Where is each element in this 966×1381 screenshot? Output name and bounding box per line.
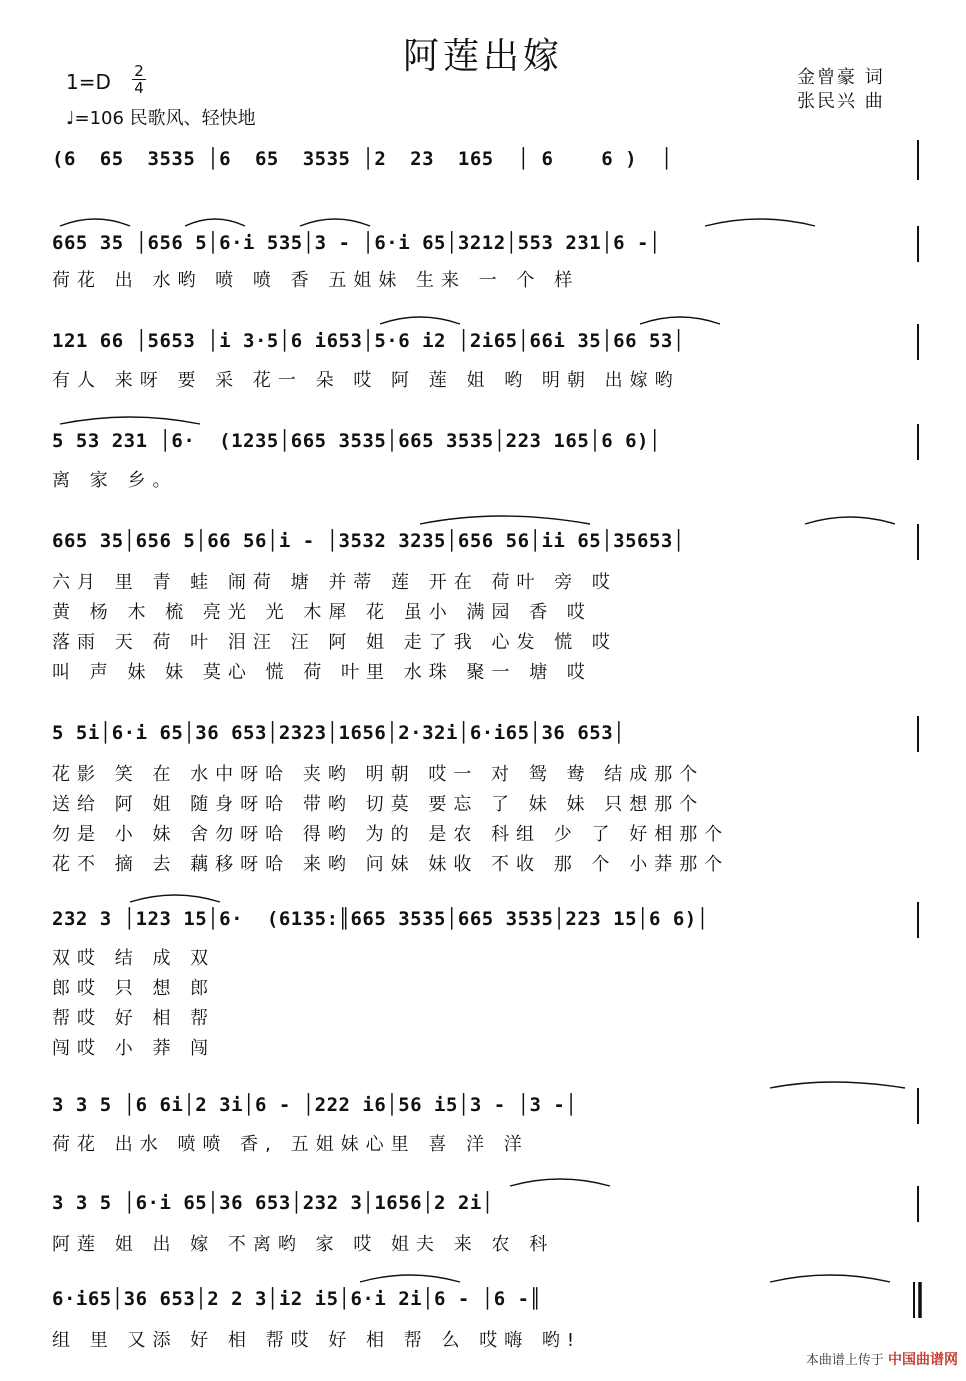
time-signature xyxy=(129,64,149,95)
score-row-1-notes: 665 35 │656 5│6·i 535│3 - │6·i 65│3212│553 231│6 -│ xyxy=(52,232,661,254)
score-row-2-notes: 121 66 │5653 │i 3·5│6 i653│5·6 i2 │2i65│66i 35│66 53│ xyxy=(52,330,685,352)
score-row-4-lyric-0: 六月 里 青 蛙 闹荷 塘 并蒂 莲 开在 荷叶 旁 哎 xyxy=(52,572,617,593)
score-row-5-lyric-3: 花不 摘 去 藕移呀哈 来哟 问妹 妹收 不收 那 个 小莽那个 xyxy=(52,854,730,875)
score-row-5-lyric-2: 勿是 小 妹 舍勿呀哈 得哟 为的 是农 科组 少 了 好相那个 xyxy=(52,824,730,845)
score-row-9-notes: 6·i65│36 653│2 2 3│i2 i5│6·i 2i│6 - │6 -║ xyxy=(52,1288,542,1310)
score-row-5-lyric-1: 送给 阿 姐 随身呀哈 带哟 切莫 要忘 了 妹 妹 只想那个 xyxy=(52,794,705,815)
tempo-marking: ♩=106 民歌风、轻快地 xyxy=(66,108,256,129)
score-row-4-notes: 665 35│656 5│66 56│i - │3532 3235│656 56│ii 65│35653│ xyxy=(52,530,685,552)
lyricist-credit: 金曾豪 词 xyxy=(797,67,885,88)
score-row-6-lyric-3: 闯哎 小 莽 闯 xyxy=(52,1038,216,1059)
time-signature-bottom: 4 xyxy=(134,79,144,97)
score-row-2-lyric-0: 有人 来呀 要 采 花一 朵 哎 阿 莲 姐 哟 明朝 出嫁哟 xyxy=(52,370,680,391)
score-row-5-lyric-0: 花影 笑 在 水中呀哈 夹哟 明朝 哎一 对 鸳 鸯 结成那个 xyxy=(52,764,705,785)
score-row-1-lyric-0: 荷花 出 水哟 喷 喷 香 五姐妹 生来 一 个 样 xyxy=(52,270,580,291)
score-row-3-lyric-0: 离 家 乡。 xyxy=(52,470,178,491)
score-row-9-lyric-0: 组 里 又添 好 相 帮哎 好 相 帮 么 哎嗨 哟! xyxy=(52,1330,582,1351)
footer-site-link[interactable]: 中国曲谱网 xyxy=(888,1352,958,1368)
score-row-8-lyric-0: 阿莲 姐 出 嫁 不离哟 家 哎 姐夫 来 农 科 xyxy=(52,1234,555,1255)
score-row-6-notes: 232 3 │123 15│6· (6135:║665 3535│665 3535│223 15│6 6)│ xyxy=(52,908,709,930)
score-row-6-lyric-2: 帮哎 好 相 帮 xyxy=(52,1008,216,1029)
footer-credit xyxy=(806,1349,958,1369)
score-row-4-lyric-2: 落雨 天 荷 叶 泪汪 汪 阿 姐 走了我 心发 慌 哎 xyxy=(52,632,617,653)
score-row-0-notes: (6 65 3535 │6 65 3535 │2 23 165 │ 6 6 ) │ xyxy=(52,148,673,170)
score-row-5-notes: 5 5i│6·i 65│36 653│2323│1656│2·32i│6·i65│36 653│ xyxy=(52,722,626,744)
score-row-7-notes: 3 3 5 │6 6i│2 3i│6 - │222 i6│56 i5│3 - │3 -│ xyxy=(52,1094,578,1116)
credits xyxy=(797,66,885,114)
score-row-4-lyric-3: 叫 声 妹 妹 莫心 慌 荷 叶里 水珠 聚一 塘 哎 xyxy=(52,662,592,683)
score-row-7-lyric-0: 荷花 出水 喷喷 香, 五姐妹心里 喜 洋 洋 xyxy=(52,1134,529,1155)
composer-credit: 张民兴 曲 xyxy=(797,91,885,112)
key-signature: 1=D xyxy=(66,70,111,94)
score-row-6-lyric-1: 郎哎 只 想 郎 xyxy=(52,978,216,999)
score-row-8-notes: 3 3 5 │6·i 65│36 653│232 3│1656│2 2i│ xyxy=(52,1192,494,1214)
song-title: 阿莲出嫁 xyxy=(402,36,563,77)
time-signature-top: 2 xyxy=(134,62,144,80)
score-row-6-lyric-0: 双哎 结 成 双 xyxy=(52,948,216,969)
score-row-4-lyric-1: 黄 杨 木 梳 亮光 光 木犀 花 虽小 满园 香 哎 xyxy=(52,602,592,623)
score-row-3-notes: 5 53 231 │6· (1235│665 3535│665 3535│223 165│6 6)│ xyxy=(52,430,661,452)
footer-text: 本曲谱上传于 xyxy=(805,1353,884,1368)
